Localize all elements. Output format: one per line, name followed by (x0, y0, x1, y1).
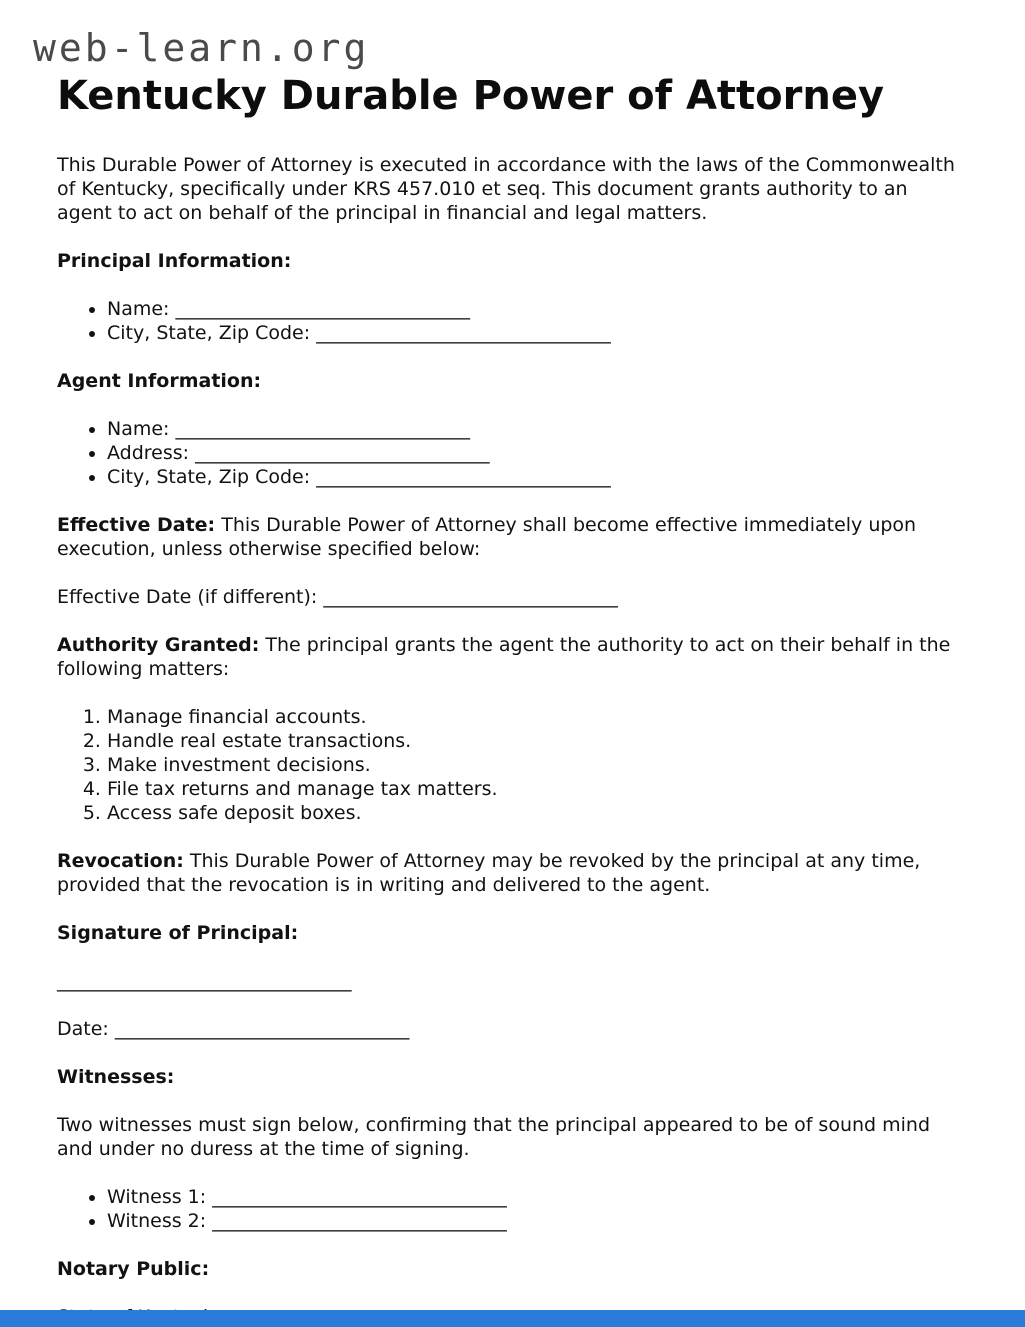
effective-date-field (57, 585, 965, 609)
authority-paragraph (57, 633, 965, 681)
field-label: Date: (57, 1018, 109, 1040)
list-item: 3. Make investment decisions. (107, 753, 965, 777)
revocation-heading: Revocation: (57, 850, 184, 872)
effective-date-paragraph (57, 513, 965, 561)
authority-heading: Authority Granted: (57, 634, 260, 656)
field-label: Address: (107, 442, 190, 464)
witness-1-blank: _______________________________ (212, 1186, 507, 1208)
witnesses-heading: Witnesses: (57, 1066, 175, 1088)
agent-city-blank: _______________________________ (316, 466, 611, 488)
list-item (107, 297, 965, 321)
principal-fields-list (57, 297, 965, 345)
list-item (107, 1209, 965, 1233)
date-blank: _______________________________ (114, 1018, 410, 1040)
field-label: Witness 2: (107, 1210, 207, 1232)
date-field (57, 1017, 965, 1041)
list-item: 1. Manage financial accounts. (107, 705, 965, 729)
principal-info-heading: Principal Information: (57, 250, 292, 272)
list-item (107, 417, 965, 441)
signature-blank: _______________________________ (57, 970, 352, 992)
witnesses-fields-list (57, 1185, 965, 1233)
revocation-paragraph (57, 849, 965, 897)
field-label: City, State, Zip Code: (107, 466, 311, 488)
witnesses-text: Two witnesses must sign below, confirming that the principal appeared to be of sound mind and under no duress at the time of signing. (57, 1114, 931, 1160)
effective-date-text: This Durable Power of Attorney shall become effective immediately upon execution, unless otherwise specified below: (57, 514, 917, 560)
site-brand: web-learn.org (33, 26, 370, 70)
agent-address-blank: _______________________________ (195, 442, 490, 464)
notary-heading: Notary Public: (57, 1258, 210, 1280)
page-title: Kentucky Durable Power of Attorney (57, 73, 885, 119)
list-item (107, 441, 965, 465)
list-item (107, 1185, 965, 1209)
agent-name-blank: _______________________________ (175, 418, 471, 440)
intro-paragraph: This Durable Power of Attorney is executed in accordance with the laws of the Commonwealth of Kentucky, specifically under KRS 457.010 et seq. This document grants authority to an agent to act on behalf of the principal in financial and legal matters. (57, 154, 955, 224)
footer-bar (0, 1310, 1025, 1327)
field-label: Witness 1: (107, 1186, 207, 1208)
signature-line (57, 969, 965, 993)
signature-heading: Signature of Principal: (57, 922, 299, 944)
effective-date-blank: _______________________________ (323, 586, 618, 608)
principal-city-blank: _______________________________ (316, 322, 611, 344)
witness-2-blank: _______________________________ (212, 1210, 507, 1232)
agent-info-heading: Agent Information: (57, 370, 262, 392)
authority-list (57, 705, 965, 825)
list-item (107, 465, 965, 489)
list-item: 2. Handle real estate transactions. (107, 729, 965, 753)
field-label: Name: (107, 418, 170, 440)
list-item: 4. File tax returns and manage tax matters. (107, 777, 965, 801)
document-body (57, 74, 965, 1327)
field-label: Name: (107, 298, 170, 320)
field-label: Effective Date (if different): (57, 586, 318, 608)
agent-fields-list (57, 417, 965, 489)
authority-text: The principal grants the agent the authority to act on their behalf in the following matters: (57, 634, 951, 680)
principal-name-blank: _______________________________ (175, 298, 471, 320)
list-item: 5. Access safe deposit boxes. (107, 801, 965, 825)
field-label: City, State, Zip Code: (107, 322, 311, 344)
revocation-text: This Durable Power of Attorney may be revoked by the principal at any time, provided that the revocation is in writing and delivered to the agent. (57, 850, 921, 896)
effective-date-heading: Effective Date: (57, 514, 216, 536)
list-item (107, 321, 965, 345)
